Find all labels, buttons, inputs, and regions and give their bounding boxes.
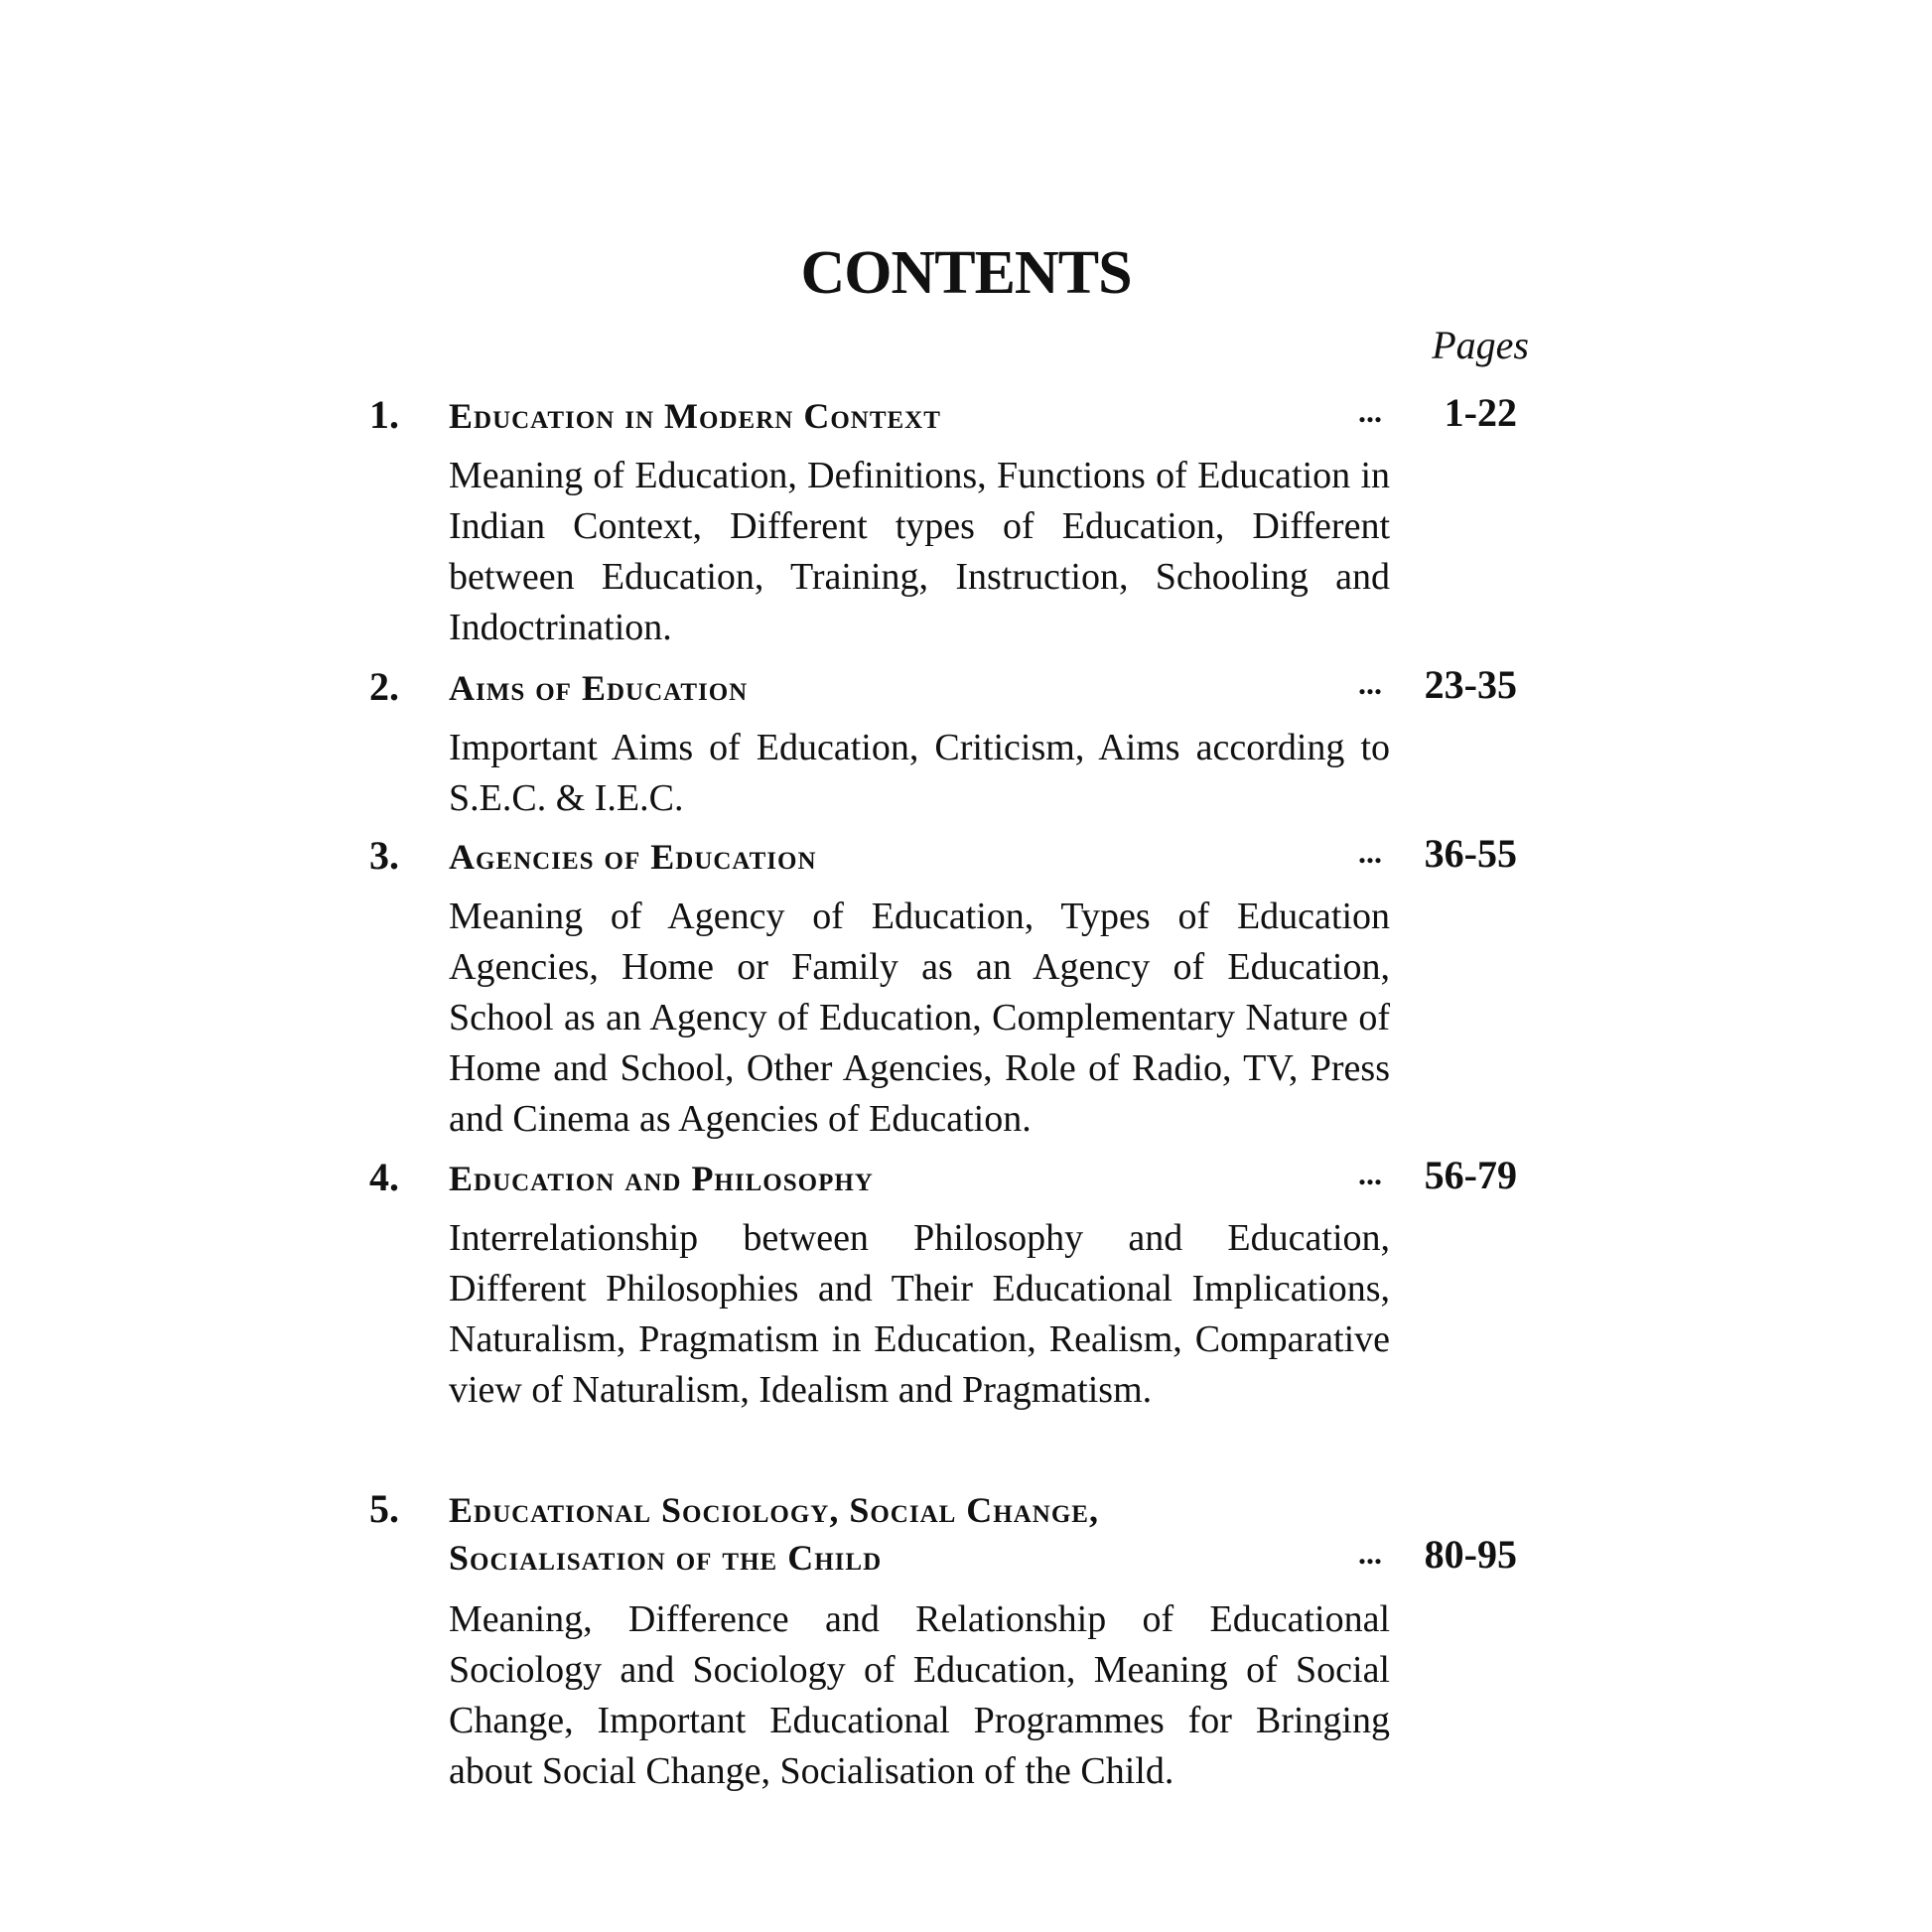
chapter-number: 2.: [369, 664, 399, 709]
chapter-pages: 56-79: [1424, 1153, 1517, 1197]
pages-column-label: Pages: [1432, 323, 1529, 367]
chapter-number: 1.: [369, 392, 399, 437]
leader-dots: ...: [1358, 1156, 1382, 1191]
chapter-heading: Agencies of Education: [449, 837, 817, 877]
leader-dots: ...: [1358, 665, 1382, 701]
chapter-pages: 23-35: [1424, 662, 1517, 707]
chapter-number: 3.: [369, 833, 399, 878]
chapter-description: Meaning of Education, Definitions, Functions of Education in Indian Context, Different types of Education, Different between Education, Training, Instruction, Schooling and Indoctrination.: [449, 455, 1390, 648]
chapter-number: 5.: [369, 1486, 399, 1531]
chapter-heading: Education in Modern Context: [449, 396, 941, 436]
chapter-heading-line-1: Educational Sociology, Social Change,: [449, 1490, 1099, 1530]
chapter-pages: 36-55: [1424, 831, 1517, 876]
leader-dots: ...: [1358, 834, 1382, 870]
chapter-pages: 80-95: [1424, 1532, 1517, 1577]
chapter-pages: 1-22: [1444, 390, 1517, 435]
leader-dots: ...: [1358, 1535, 1382, 1571]
chapter-heading: Aims of Education: [449, 668, 749, 708]
chapter-description: Meaning of Agency of Education, Types of Education Agencies, Home or Family as an Agency of Education, School as an Agency of Education, Complementary Nature of Home and School, Other Agencies, Role of Radio, TV, Press and Cinema as Agencies of Education.: [449, 896, 1390, 1140]
chapter-description: Interrelationship between Philosophy and Education, Different Philosophies and Their Educational Implications, Naturalism, Pragmatism in Education, Realism, Comparative view of Naturalism, Idealism and Pragmatism.: [449, 1217, 1390, 1411]
chapter-heading: Education and Philosophy: [449, 1159, 874, 1198]
chapter-number: 4.: [369, 1155, 399, 1199]
leader-dots: ...: [1358, 393, 1382, 429]
chapter-heading-line-2: Socialisation of the Child: [449, 1538, 883, 1578]
page-title: CONTENTS: [800, 239, 1132, 307]
chapter-description: Meaning, Difference and Relationship of Educational Sociology and Sociology of Education, Meaning of Social Change, Important Educational Programmes for Bringing about Social Change, Socialisation of the Child.: [449, 1598, 1390, 1792]
chapter-description: Important Aims of Education, Criticism, Aims according to S.E.C. & I.E.C.: [449, 727, 1390, 819]
